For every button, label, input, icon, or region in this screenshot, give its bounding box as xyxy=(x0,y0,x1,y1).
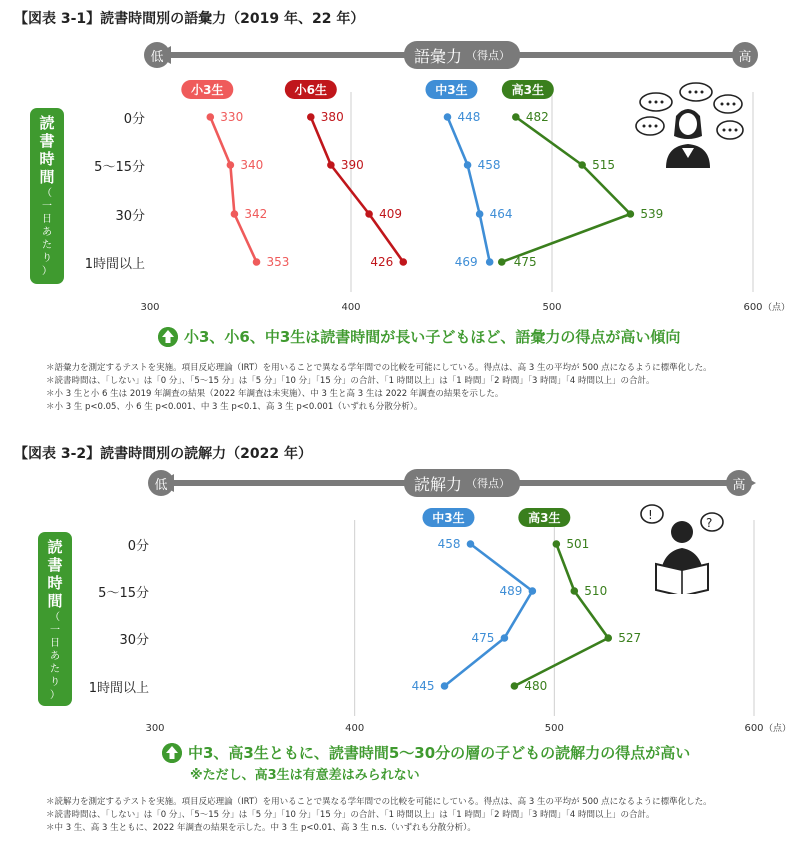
data-label: 464 xyxy=(489,207,513,221)
vertical-label-sub-char: ） xyxy=(42,266,52,277)
chart2-title: 【図表 3-2】読書時間別の読解力（2022 年） xyxy=(14,446,313,462)
data-point xyxy=(571,587,579,595)
chart2-note: ＊読解力を測定するテストを実施。項目反応理論（IRT）を用いることで異なる学年間での比較を可能にしている。得点は、高 3 生の平均が 500 点になるように標準化した。 xyxy=(46,797,712,807)
vertical-label-sub-char: り xyxy=(50,677,60,688)
data-label: 458 xyxy=(437,537,461,551)
legend-label: 小3生 xyxy=(191,83,224,97)
chart1-title: 【図表 3-1】読書時間別の語彙力（2019 年、22 年） xyxy=(14,11,365,27)
x-unit-label: （点） xyxy=(763,303,791,313)
series-line-高3生 xyxy=(514,544,608,686)
svg-text:!: ! xyxy=(648,508,653,522)
x-tick-label: 300 xyxy=(140,302,160,313)
data-label: 330 xyxy=(220,110,244,124)
legend-label: 高3生 xyxy=(528,511,561,525)
data-point xyxy=(604,634,612,642)
legend-label: 中3生 xyxy=(435,83,468,97)
vertical-label-sub-char: た xyxy=(50,664,60,675)
vertical-label-char: 時 xyxy=(39,150,55,168)
data-label: 390 xyxy=(340,158,364,172)
legend-badge-高3生 xyxy=(518,508,570,527)
vertical-label-sub-char: 日 xyxy=(42,214,52,225)
y-category-label: 1時間以上 xyxy=(84,257,145,272)
x-tick-label: 300 xyxy=(145,723,165,734)
data-label: 489 xyxy=(499,584,523,598)
x-tick-label: 400 xyxy=(341,302,361,313)
data-label: 482 xyxy=(525,110,549,124)
data-label: 342 xyxy=(244,207,268,221)
x-tick-label: 500 xyxy=(542,302,562,313)
chart2-scale-label-text: 読解力 xyxy=(414,474,463,494)
vertical-label-sub-char: （ xyxy=(50,612,60,623)
chart1-scale-high: 高 xyxy=(732,42,758,68)
data-point xyxy=(511,682,519,690)
y-category-label: 1時間以上 xyxy=(88,681,149,696)
chart1-scale-label-text: 語彙力 xyxy=(414,46,463,66)
data-label: 501 xyxy=(566,537,590,551)
x-unit-label: （点） xyxy=(764,724,792,734)
vertical-label-sub-char: り xyxy=(42,253,52,264)
chart2-scale-low: 低 xyxy=(148,470,174,496)
vertical-label-char: 時 xyxy=(47,574,63,592)
chart1-scale-unit: （得点） xyxy=(466,49,511,62)
data-label: 380 xyxy=(320,110,344,124)
data-label: 409 xyxy=(379,207,402,221)
chart1-finding-text: 小3、小6、中3生は読書時間が長い子どもほど、語彙力の得点が高い傾向 xyxy=(184,328,681,346)
chart1-note: ＊小 3 生 p<0.05、小 6 生 p<0.001、中 3 生 p<0.1、高 3 生 p<0.001（いずれも分散分析）。 xyxy=(46,402,423,412)
chart2-notes xyxy=(46,796,712,835)
chart2-finding-text: 中3、高3生ともに、読書時間5〜30分の層の子どもの読解力の得点が高い xyxy=(188,744,691,762)
chart1-note: ＊語彙力を測定するテストを実施。項目反応理論（IRT）を用いることで異なる学年間での比較を可能にしている。得点は、高 3 生の平均が 500 点になるように標準化した。 xyxy=(46,363,712,373)
data-point xyxy=(529,587,537,595)
data-label: 458 xyxy=(477,158,501,172)
legend-label: 小6生 xyxy=(294,83,327,97)
up-arrow-icon xyxy=(162,743,182,763)
vertical-label-sub-char: た xyxy=(42,240,52,251)
y-category-label: 0分 xyxy=(127,539,149,554)
data-label: 426 xyxy=(370,255,394,269)
chart2-finding xyxy=(162,742,690,763)
data-point xyxy=(553,540,561,548)
chart1-note: ＊小 3 生と小 6 生は 2019 年調査の結果（2022 年調査は未実施）、中 3 生と高 3 生は 2022 年調査の結果を示した。 xyxy=(46,389,504,399)
person-reading-question-icon xyxy=(636,502,724,594)
vertical-label-sub-char: あ xyxy=(42,227,52,238)
data-point xyxy=(501,634,509,642)
y-category-label: 30分 xyxy=(119,633,149,648)
data-label: 475 xyxy=(513,255,537,269)
legend-badge-中3生 xyxy=(422,508,474,527)
data-label: 469 xyxy=(454,255,478,269)
legend-label: 高3生 xyxy=(511,83,544,97)
y-category-label: 5〜15分 xyxy=(98,586,149,601)
data-label: 527 xyxy=(618,631,642,645)
svg-text:?: ? xyxy=(706,516,713,530)
data-label: 353 xyxy=(266,255,290,269)
vertical-label-char: 書 xyxy=(47,556,63,574)
data-label: 510 xyxy=(584,584,608,598)
vertical-label-char: 読 xyxy=(39,114,55,132)
data-label: 340 xyxy=(240,158,264,172)
vertical-label-char: 書 xyxy=(39,132,55,150)
vertical-label-char: 間 xyxy=(39,168,55,186)
vertical-label-sub-char: （ xyxy=(42,188,52,199)
data-label: 480 xyxy=(524,679,548,693)
x-tick-label: 400 xyxy=(345,723,365,734)
vertical-label-sub-char: 日 xyxy=(50,638,60,649)
vertical-label-char: 読 xyxy=(47,538,63,556)
vertical-label-sub-char: 一 xyxy=(50,625,60,636)
data-label: 539 xyxy=(640,207,664,221)
chart2-scale-unit: （得点） xyxy=(466,477,511,490)
y-category-label: 0分 xyxy=(123,112,145,127)
data-label: 515 xyxy=(592,158,616,172)
vertical-label-sub-char: あ xyxy=(50,651,60,662)
x-tick-label: 500 xyxy=(544,723,564,734)
data-point xyxy=(441,682,449,690)
y-category-label: 30分 xyxy=(115,209,145,224)
legend-label: 中3生 xyxy=(432,511,465,525)
x-tick-label: 600 xyxy=(744,723,764,734)
chart2-note: ＊読書時間は、「しない」は「0 分」、「5〜15 分」は「5 分」「10 分」「15 分」の合計、「1 時間以上」は「1 時間」「2 時間」「3 時間」「4 時間以上」の合計。 xyxy=(46,810,655,820)
data-label: 475 xyxy=(471,631,495,645)
vertical-label-char: 間 xyxy=(47,592,63,610)
vertical-label-sub-char: ） xyxy=(50,690,60,701)
chart2-finding-sub: ※ただし、高3生は有意差はみられない xyxy=(190,768,420,783)
y-category-label: 5〜15分 xyxy=(94,160,145,175)
data-point xyxy=(467,540,475,548)
chart2-note: ＊中 3 生、高 3 生ともに、2022 年調査の結果を示した。中 3 生 p<0.01、高 3 生 n.s.（いずれも分散分析）。 xyxy=(46,823,476,833)
data-label: 445 xyxy=(411,679,435,693)
data-label: 448 xyxy=(457,110,481,124)
vertical-label-sub-char: 一 xyxy=(42,201,52,212)
chart2-scale-high: 高 xyxy=(726,470,752,496)
series-line-中3生 xyxy=(445,544,533,686)
x-tick-label: 600 xyxy=(743,302,763,313)
chart1-note: ＊読書時間は、「しない」は「0 分」、「5〜15 分」は「5 分」「10 分」「15 分」の合計、「1 時間以上」は「1 時間」「2 時間」「3 時間」「4 時間以上」の合計。 xyxy=(46,376,655,386)
chart1-scale-low: 低 xyxy=(144,42,170,68)
